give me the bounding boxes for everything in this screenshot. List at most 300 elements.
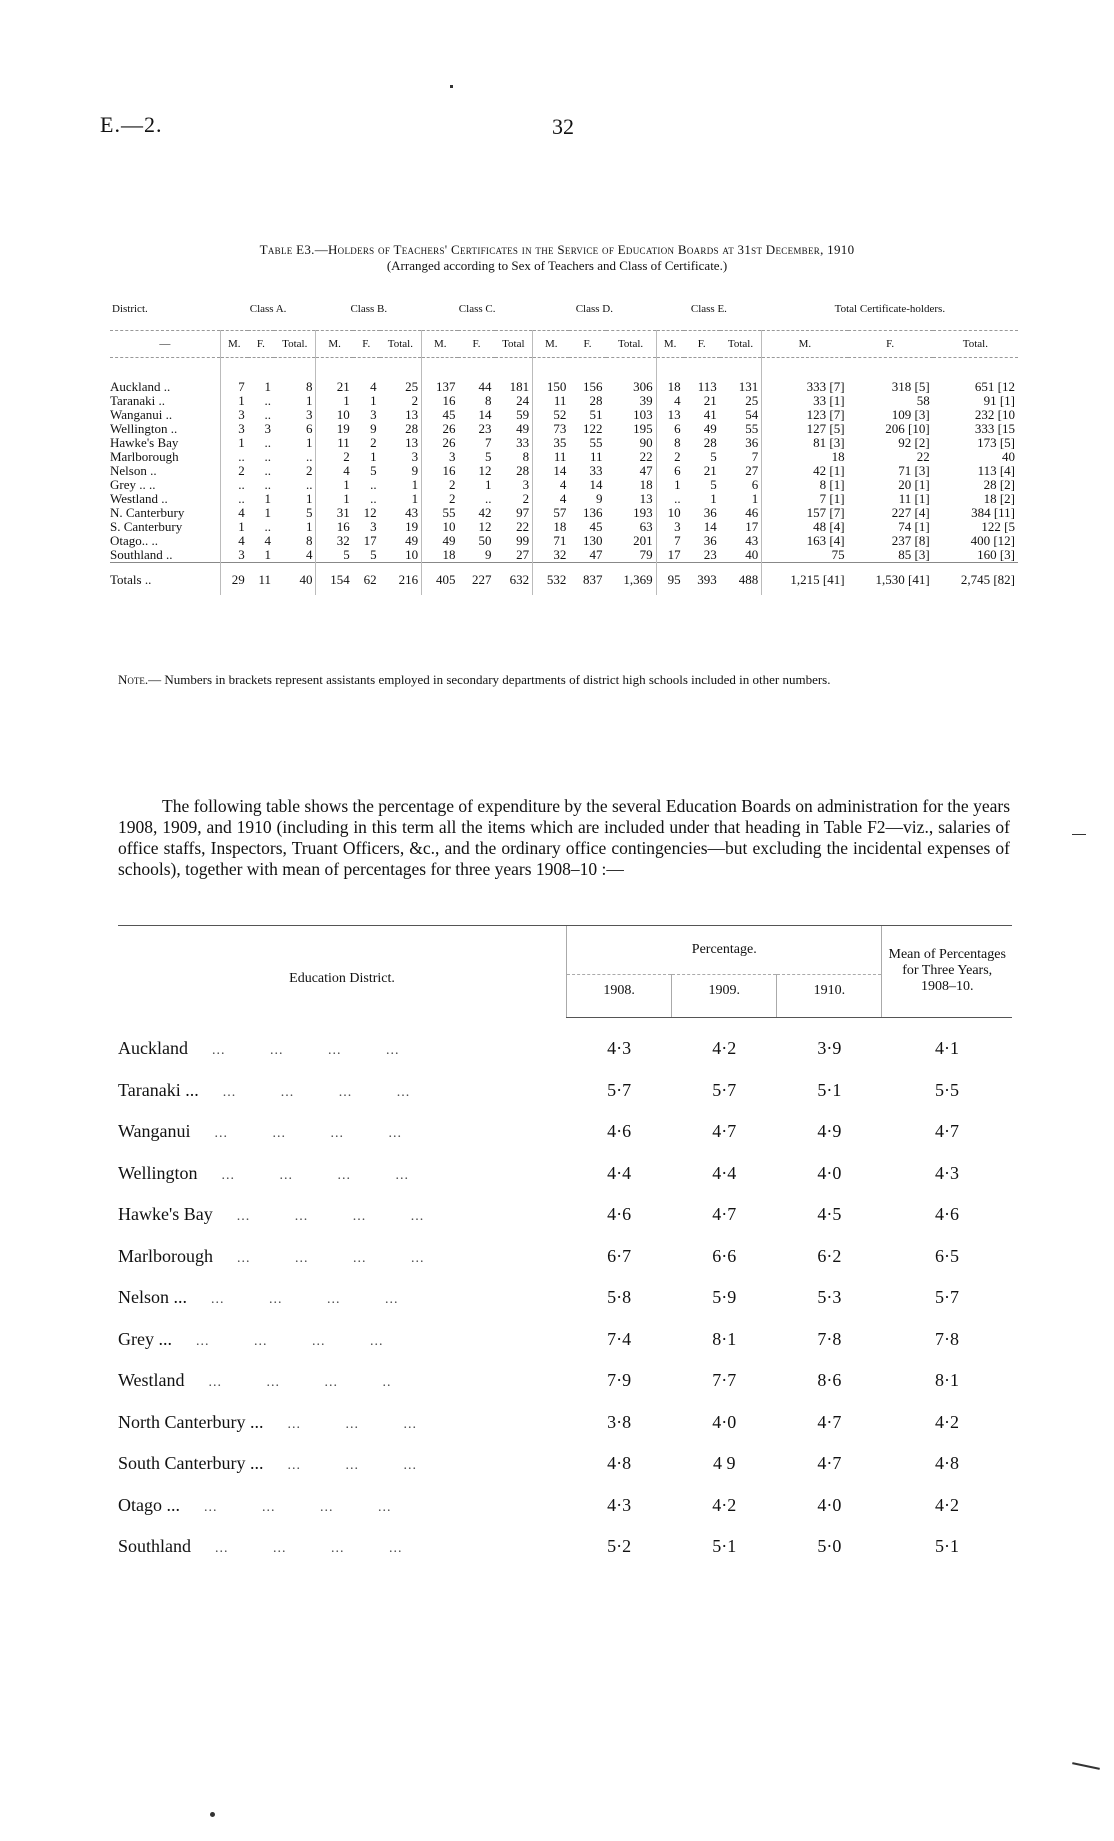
- value-cell: 13: [656, 408, 684, 422]
- district-name: Southland: [118, 1536, 192, 1557]
- percentage-cell: 4·7: [712, 1204, 737, 1225]
- district-cell: N. Canterbury: [110, 505, 185, 520]
- leader-dots: ... ... ... ...: [214, 1126, 403, 1142]
- percentage-header-row: [118, 926, 1012, 975]
- value-cell: 8: [522, 449, 530, 464]
- value-cell: 21: [703, 393, 717, 408]
- value-cell: 9: [370, 421, 377, 436]
- value-cell: 16: [316, 520, 353, 534]
- percentage-cell: 4·4: [712, 1162, 737, 1183]
- value-cell: 1: [411, 491, 419, 506]
- value-cell: 21: [703, 463, 717, 478]
- value-cell: 156: [583, 379, 603, 394]
- table-row: [110, 492, 1018, 506]
- percentage-cell: 7·8: [934, 1328, 959, 1349]
- value-cell: 1: [305, 491, 313, 506]
- value-cell: 46: [745, 505, 759, 520]
- value-cell: 193: [633, 505, 653, 520]
- value-cell: 17: [745, 519, 759, 534]
- value-cell: 55: [422, 506, 459, 520]
- sub-header: Total.: [606, 331, 657, 358]
- value-cell: 45: [422, 408, 459, 422]
- district-cell: Marlborough: [110, 449, 179, 464]
- table-subtitle: (Arranged according to Sex of Teachers and Class of Certificate.): [386, 258, 728, 273]
- percentage-cell: 5·5: [934, 1079, 959, 1100]
- percentage-cell: 4·0: [712, 1411, 737, 1432]
- table-row: [118, 1018, 1012, 1070]
- print-speck: [210, 1812, 215, 1817]
- total-cell: 405: [422, 563, 459, 596]
- value-cell: ..: [264, 393, 271, 408]
- value-cell: 49: [405, 533, 419, 548]
- percentage-cell: 5·7: [934, 1287, 959, 1308]
- value-cell: 384 [11]: [971, 505, 1015, 520]
- value-cell: 1: [264, 547, 271, 562]
- sub-header: M.: [422, 331, 459, 358]
- value-cell: ..: [220, 492, 248, 506]
- district-cell: Otago.. ..: [110, 533, 159, 548]
- value-cell: ..: [264, 407, 271, 422]
- value-cell: 43: [745, 533, 759, 548]
- leader-dots: ... ... ... ...: [221, 1167, 410, 1183]
- percentage-cell: 4·7: [934, 1121, 959, 1142]
- value-cell: 44: [478, 379, 492, 394]
- percentage-cell: 6·7: [607, 1245, 632, 1266]
- district-name: Grey ...: [118, 1328, 172, 1349]
- value-cell: 9: [411, 463, 419, 478]
- total-cell: 29: [220, 563, 248, 596]
- value-cell: 3: [411, 449, 419, 464]
- value-cell: 3: [370, 519, 377, 534]
- value-cell: 54: [745, 407, 759, 422]
- value-cell: ..: [370, 477, 377, 492]
- value-cell: 4: [656, 394, 684, 408]
- value-cell: ..: [305, 477, 313, 492]
- value-cell: 3: [422, 450, 459, 464]
- percentage-cell: 4·1: [934, 1038, 959, 1059]
- percentage-cell: 7·4: [607, 1328, 632, 1349]
- total-cell: 154: [316, 563, 353, 596]
- value-cell: 2: [220, 464, 248, 478]
- percentage-cell: 4·0: [817, 1162, 842, 1183]
- value-cell: 6: [751, 477, 759, 492]
- value-cell: 163 [4]: [762, 534, 848, 548]
- page-number: 32: [552, 114, 574, 139]
- value-cell: 3: [305, 407, 313, 422]
- value-cell: 19: [405, 519, 419, 534]
- total-cell: 227: [458, 563, 494, 596]
- value-cell: 237 [8]: [891, 533, 930, 548]
- value-cell: 57: [533, 506, 570, 520]
- value-cell: 122 [5: [981, 519, 1015, 534]
- year-header: 1909.: [672, 975, 777, 1018]
- intro-paragraph: The following table shows the percentage of expenditure by the several Education Boards on administration for the years 1908, 1909, and 1910 (including in this term all the items which are included under that heading in Table F2—viz., salaries of office staffs, Inspectors, Truant Officers, &c., and the ordinary office contingencies—but excluding the incidental expenses of schools), together with mean of percentages for three years 1908–10 :—: [118, 796, 1010, 879]
- totals-row: [110, 563, 1018, 596]
- value-cell: 318 [5]: [891, 379, 930, 394]
- value-cell: 18 [2]: [983, 491, 1015, 506]
- value-cell: 11: [589, 449, 603, 464]
- percentage-cell: 4·3: [934, 1162, 959, 1183]
- value-cell: 42: [478, 505, 492, 520]
- value-cell: 14: [703, 519, 717, 534]
- district-cell: Hawke's Bay: [110, 435, 179, 450]
- table-row: [118, 1360, 1012, 1402]
- value-cell: 13: [639, 491, 653, 506]
- value-cell: 14: [533, 464, 570, 478]
- leader-dots: ... ... ... ...: [236, 1250, 425, 1266]
- value-cell: 4: [220, 534, 248, 548]
- value-cell: 26: [422, 422, 459, 436]
- value-cell: ..: [264, 449, 271, 464]
- value-cell: 4: [264, 533, 271, 548]
- value-cell: 48 [4]: [762, 520, 848, 534]
- sub-header: Total.: [720, 331, 762, 358]
- value-cell: 11: [533, 450, 570, 464]
- value-cell: 651 [12: [974, 379, 1015, 394]
- table-row: [118, 1485, 1012, 1527]
- district-name: Wellington: [118, 1162, 198, 1183]
- value-cell: 136: [583, 505, 603, 520]
- value-cell: 9: [596, 491, 603, 506]
- value-cell: 227 [4]: [891, 505, 930, 520]
- percentage-cell: 5·2: [607, 1536, 632, 1557]
- leader-dots: ... ... ... ...: [204, 1499, 392, 1515]
- total-cell: 488: [720, 563, 762, 596]
- district-cell: [118, 1319, 567, 1361]
- table-row: [118, 1402, 1012, 1444]
- group-header: Class D.: [575, 303, 613, 315]
- value-cell: 18: [422, 548, 459, 563]
- value-cell: 2: [370, 435, 377, 450]
- value-cell: 103: [633, 407, 653, 422]
- value-cell: 14: [589, 477, 603, 492]
- sub-header: M.: [316, 331, 353, 358]
- value-cell: 36: [703, 505, 717, 520]
- value-cell: 150: [533, 358, 570, 395]
- certificates-table-body: [110, 358, 1018, 596]
- district-name: Marlborough: [118, 1245, 213, 1266]
- value-cell: 5: [316, 548, 353, 563]
- value-cell: 28: [405, 421, 419, 436]
- district-name: Nelson ...: [118, 1287, 187, 1308]
- district-name: South Canterbury ...: [118, 1453, 264, 1474]
- value-cell: 11: [316, 436, 353, 450]
- percentage-cell: 4·7: [817, 1411, 842, 1432]
- value-cell: 32: [533, 548, 570, 563]
- value-cell: 11 [1]: [898, 491, 930, 506]
- value-cell: 16: [422, 464, 459, 478]
- value-cell: 7: [485, 435, 492, 450]
- note-text: Numbers in brackets represent assistants employed in secondary departments of district high schools included in other numbers.: [164, 672, 831, 687]
- sub-header: Total.: [274, 331, 316, 358]
- value-cell: 1: [264, 491, 271, 506]
- value-cell: 306: [633, 379, 653, 394]
- value-cell: 17: [656, 548, 684, 563]
- value-cell: 13: [405, 435, 419, 450]
- year-header: 1908.: [567, 975, 672, 1018]
- value-cell: 22: [516, 519, 530, 534]
- table-row: [110, 436, 1018, 450]
- value-cell: 1: [316, 492, 353, 506]
- value-cell: 2: [656, 450, 684, 464]
- district-name: Otago ...: [118, 1494, 180, 1515]
- percentage-cell: 4·3: [607, 1494, 632, 1515]
- value-cell: 1: [370, 393, 377, 408]
- value-cell: 91 [1]: [983, 393, 1015, 408]
- value-cell: 4: [316, 464, 353, 478]
- value-cell: 7: [220, 358, 248, 395]
- value-cell: 8 [1]: [762, 478, 848, 492]
- value-cell: 12: [478, 519, 492, 534]
- percentage-cell: 5·9: [712, 1287, 737, 1308]
- value-cell: 1: [220, 394, 248, 408]
- value-cell: 58: [916, 393, 930, 408]
- value-cell: 59: [516, 407, 530, 422]
- value-cell: 1: [305, 435, 313, 450]
- value-cell: 122: [583, 421, 603, 436]
- value-cell: 6: [656, 422, 684, 436]
- district-cell: [118, 1194, 567, 1236]
- value-cell: 109 [3]: [891, 407, 930, 422]
- district-name: Wanganui: [118, 1121, 191, 1142]
- percentage-cell: 4·6: [607, 1204, 632, 1225]
- value-cell: 160 [3]: [977, 547, 1015, 562]
- table-row: [110, 422, 1018, 436]
- district-cell: Wellington ..: [110, 421, 178, 436]
- district-cell: [118, 1526, 567, 1568]
- sub-header: M.: [220, 331, 248, 358]
- total-cell: 95: [656, 563, 684, 596]
- percentage-cell: 6·2: [817, 1245, 842, 1266]
- table-row: [118, 1277, 1012, 1319]
- leader-dots: ... ... ... ...: [236, 1209, 425, 1225]
- table-row: [118, 1194, 1012, 1236]
- value-cell: 2: [422, 478, 459, 492]
- value-cell: ..: [370, 491, 377, 506]
- value-cell: 25: [405, 379, 419, 394]
- value-cell: 9: [485, 547, 492, 562]
- margin-mark: [1072, 1762, 1100, 1770]
- value-cell: 3: [264, 421, 271, 436]
- district-cell: [118, 1070, 567, 1112]
- sub-header: M.: [656, 331, 684, 358]
- value-cell: 49: [422, 534, 459, 548]
- totals-label: Totals ..: [110, 563, 220, 596]
- table-row: [110, 478, 1018, 492]
- value-cell: 7: [751, 449, 759, 464]
- district-name: Hawke's Bay: [118, 1204, 213, 1225]
- value-cell: 2: [422, 492, 459, 506]
- value-cell: 55: [745, 421, 759, 436]
- percentage-cell: 5·1: [934, 1536, 959, 1557]
- value-cell: 201: [633, 533, 653, 548]
- district-name: Taranaki ...: [118, 1079, 199, 1100]
- value-cell: 11: [533, 394, 570, 408]
- value-cell: 18: [639, 477, 653, 492]
- value-cell: 232 [10: [974, 407, 1015, 422]
- table-row: [110, 464, 1018, 478]
- year-header: 1910.: [777, 975, 882, 1018]
- leader-dots: ... ... ...: [287, 1416, 417, 1432]
- district-name: Westland: [118, 1370, 185, 1391]
- district-cell: S. Canterbury: [110, 519, 183, 534]
- value-cell: 79: [639, 547, 653, 562]
- value-cell: 2: [522, 491, 530, 506]
- district-cell: [118, 1153, 567, 1195]
- district-cell: Grey .. ..: [110, 477, 156, 492]
- note-lead: Note.—: [118, 672, 162, 687]
- value-cell: 39: [639, 393, 653, 408]
- value-cell: ..: [264, 435, 271, 450]
- percentage-cell: 4·8: [607, 1453, 632, 1474]
- value-cell: 28: [516, 463, 530, 478]
- value-cell: 5: [370, 463, 377, 478]
- mean-column-header: Mean of Percentages for Three Years, 1908–10.: [882, 926, 1012, 1018]
- district-cell: [118, 1236, 567, 1278]
- value-cell: 333 [7]: [762, 358, 848, 395]
- value-cell: 400 [12]: [970, 533, 1015, 548]
- value-cell: 10: [656, 506, 684, 520]
- leader-dots: ... ... ... ...: [195, 1333, 384, 1349]
- value-cell: 41: [703, 407, 717, 422]
- percentage-cell: 5·7: [712, 1079, 737, 1100]
- percentage-cell: 8·1: [712, 1328, 737, 1349]
- table-title: Table E3.—Holders of Teachers' Certificates in the Service of Education Boards at 31st December, 1910: [259, 242, 855, 257]
- value-cell: 3: [220, 408, 248, 422]
- percentage-cell: 5·1: [817, 1079, 842, 1100]
- table-row: [110, 358, 1018, 395]
- value-cell: 1: [220, 520, 248, 534]
- value-cell: 26: [422, 436, 459, 450]
- total-cell: 1,215 [41]: [762, 563, 848, 596]
- value-cell: 1: [710, 491, 717, 506]
- total-cell: 1,530 [41]: [848, 563, 933, 596]
- value-cell: 3: [220, 548, 248, 563]
- value-cell: 81 [3]: [762, 436, 848, 450]
- leader-dots: ... ... ...: [287, 1458, 417, 1474]
- district-cell: Westland ..: [110, 491, 168, 506]
- district-cell: Nelson ..: [110, 463, 157, 478]
- value-cell: 24: [516, 393, 530, 408]
- district-cell: Southland ..: [110, 547, 173, 562]
- value-cell: 10: [316, 408, 353, 422]
- value-cell: 1: [264, 505, 271, 520]
- sub-header: F.: [248, 331, 274, 358]
- table-row: [118, 1153, 1012, 1195]
- table-row: [110, 450, 1018, 464]
- leader-dots: ... ... ... ...: [215, 1541, 403, 1557]
- value-cell: 6: [305, 421, 313, 436]
- percentage-cell: 5·8: [607, 1287, 632, 1308]
- total-cell: 216: [380, 563, 422, 596]
- value-cell: 127 [5]: [762, 422, 848, 436]
- total-cell: 393: [684, 563, 720, 596]
- district-name: North Canterbury ...: [118, 1411, 264, 1432]
- value-cell: 3: [522, 477, 530, 492]
- value-cell: 22: [639, 449, 653, 464]
- certificates-table: [110, 300, 1018, 595]
- leader-dots: ... ... ... ..: [208, 1375, 392, 1391]
- value-cell: ..: [220, 478, 248, 492]
- table-note: [118, 672, 1018, 687]
- value-cell: 333 [15: [974, 421, 1015, 436]
- group-header: Class A.: [249, 303, 287, 315]
- table-row: [118, 1526, 1012, 1568]
- percentage-cell: 3·9: [817, 1038, 842, 1059]
- percentage-cell: 3·8: [607, 1411, 632, 1432]
- value-cell: ..: [656, 492, 684, 506]
- value-cell: ..: [485, 491, 492, 506]
- value-cell: 113 [4]: [977, 463, 1015, 478]
- table-row: [110, 520, 1018, 534]
- value-cell: 18: [533, 520, 570, 534]
- total-cell: 40: [274, 563, 316, 596]
- leader-dots: ... ... ... ...: [211, 1292, 399, 1308]
- percentage-cell: 8·1: [934, 1370, 959, 1391]
- percentage-cell: 7·9: [607, 1370, 632, 1391]
- value-cell: 1: [264, 379, 271, 394]
- value-cell: 1: [656, 478, 684, 492]
- value-cell: 18: [762, 450, 848, 464]
- value-cell: 1: [316, 394, 353, 408]
- value-cell: 5: [370, 547, 377, 562]
- percentage-cell: 4·8: [934, 1453, 959, 1474]
- value-cell: 1: [485, 477, 492, 492]
- value-cell: 3: [370, 407, 377, 422]
- value-cell: 195: [633, 421, 653, 436]
- value-cell: 63: [639, 519, 653, 534]
- total-cell: 837: [569, 563, 605, 596]
- value-cell: 12: [363, 505, 377, 520]
- value-cell: 47: [589, 547, 603, 562]
- table-row: [118, 1111, 1012, 1153]
- value-cell: 92 [2]: [898, 435, 930, 450]
- value-cell: 22: [916, 449, 930, 464]
- value-cell: 4: [370, 379, 377, 394]
- value-cell: 23: [478, 421, 492, 436]
- value-cell: 33: [589, 463, 603, 478]
- percentage-cell: 7·7: [712, 1370, 737, 1391]
- value-cell: 71 [3]: [898, 463, 930, 478]
- value-cell: 206 [10]: [885, 421, 930, 436]
- percentage-cell: 4·2: [712, 1038, 737, 1059]
- value-cell: 43: [405, 505, 419, 520]
- sub-header: —: [110, 331, 220, 358]
- value-cell: 1: [305, 519, 313, 534]
- percentage-cell: 8·6: [817, 1370, 842, 1391]
- district-column-header: Education District.: [118, 926, 567, 1018]
- percentage-cell: 5·0: [817, 1536, 842, 1557]
- value-cell: 19: [316, 422, 353, 436]
- total-cell: 1,369: [606, 563, 657, 596]
- value-cell: 55: [589, 435, 603, 450]
- value-cell: 36: [745, 435, 759, 450]
- percentage-column-header: Percentage.: [567, 926, 882, 975]
- value-cell: 10: [405, 547, 419, 562]
- group-header: Class E.: [690, 303, 727, 315]
- total-cell: 2,745 [82]: [933, 563, 1018, 596]
- table-row: [118, 1070, 1012, 1112]
- percentage-cell: 5·1: [712, 1536, 737, 1557]
- percentage-cell: 6·6: [712, 1245, 737, 1266]
- value-cell: 2: [411, 393, 419, 408]
- value-cell: 35: [533, 436, 570, 450]
- percentage-cell: 4·6: [934, 1204, 959, 1225]
- value-cell: ..: [264, 519, 271, 534]
- sub-header: F.: [353, 331, 380, 358]
- print-speck: [450, 85, 453, 88]
- table-row: [110, 408, 1018, 422]
